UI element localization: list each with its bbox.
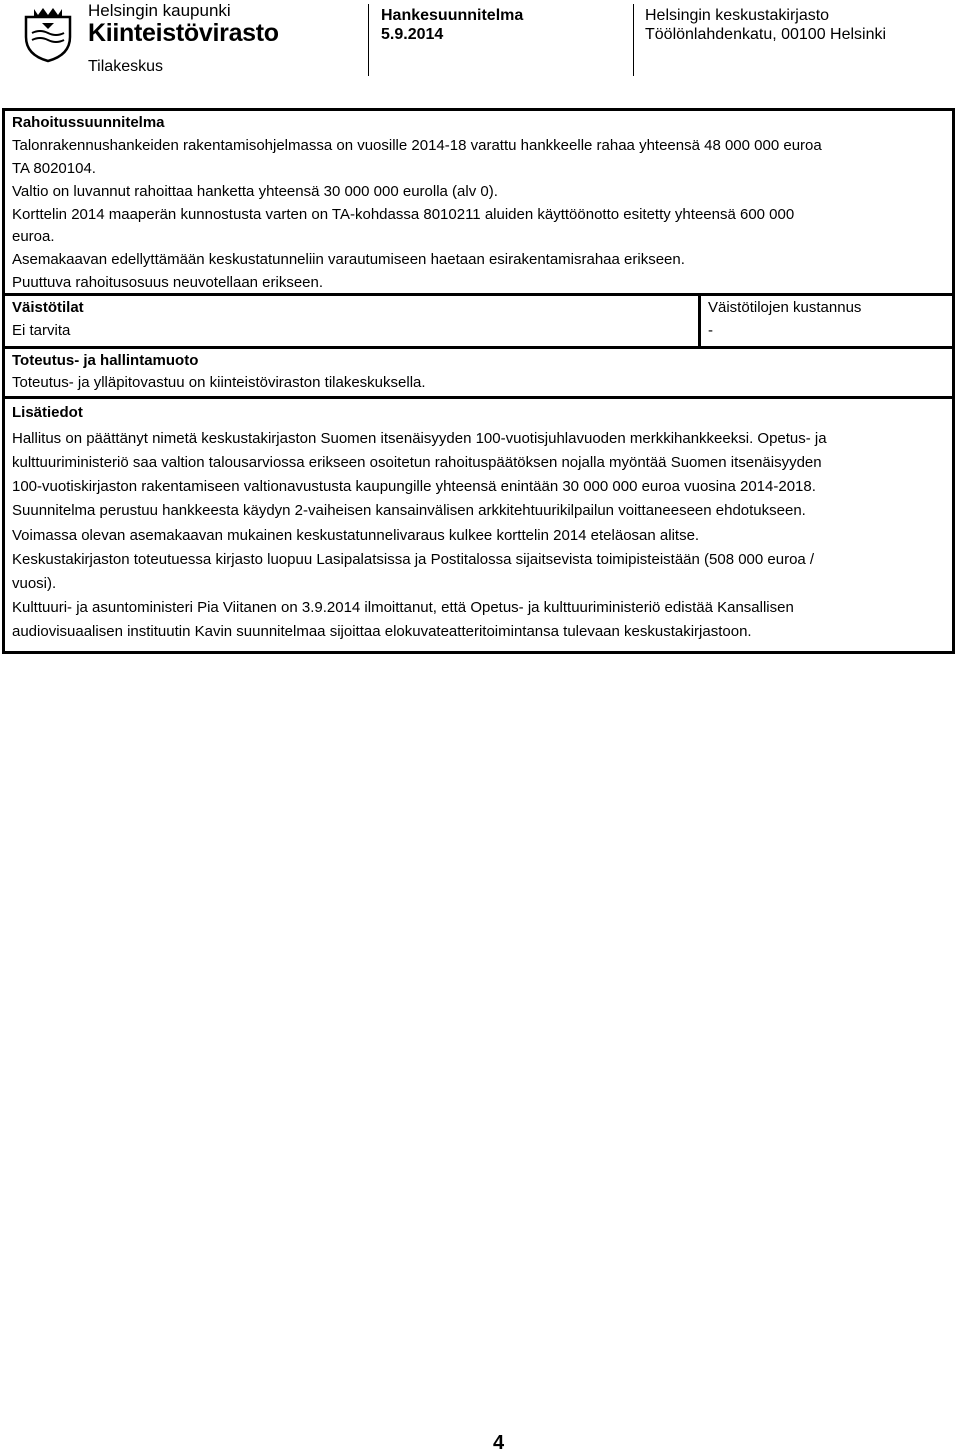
funding-heading: Rahoitussuunnitelma xyxy=(12,114,165,131)
funding-line: Puuttuva rahoitusosuus neuvotellaan erikseen. xyxy=(12,274,324,291)
funding-line: Asemakaavan edellyttämään keskustatunneliin varautumiseen haetaan esirakentamisrahaa erikseen. xyxy=(12,251,685,268)
additional-heading: Lisätiedot xyxy=(12,404,83,421)
helsinki-crest-icon xyxy=(22,5,74,63)
document-type: Hankesuunnitelma xyxy=(381,7,524,24)
additional-line: 100-vuotiskirjaston rakentamiseen valtionavustusta kaupungille yhteensä enintään 30 000 000 euroa vuosina 2014-2018. xyxy=(12,478,816,495)
additional-line: Keskustakirjaston toteutuessa kirjasto luopuu Lasipalatsissa ja Postitalossa sijaitsevista toimipisteistään (508 000 euroa / xyxy=(12,551,815,568)
office-name: Kiinteistövirasto xyxy=(88,19,279,47)
additional-line: Kulttuuri- ja asuntoministeri Pia Viitanen on 3.9.2014 ilmoittanut, että Opetus- ja kulttuuriministeriö edistää Kansallisen xyxy=(12,599,794,616)
funding-line: euroa. xyxy=(12,228,55,245)
additional-line: audiovisuaalisen instituutin Kavin suunnitelmaa sijoittaa elokuvateatteritoimintansa tulevaan keskustakirjastoon. xyxy=(12,623,752,640)
additional-line: Suunnitelma perustuu hankkeesta käydyn 2-vaiheisen kansainvälisen arkkitehtuurikilpailun voittaneeseen ehdotukseen. xyxy=(12,502,806,519)
column-divider xyxy=(698,293,701,349)
additional-line: Voimassa olevan asemakaavan mukainen keskustatunnelivaraus kulkee korttelin 2014 eteläosan alitse. xyxy=(12,527,700,544)
additional-line: vuosi). xyxy=(12,575,57,592)
evacuation-cost-value: - xyxy=(708,322,713,339)
evacuation-heading: Väistötilat xyxy=(12,299,84,316)
header-divider xyxy=(633,4,634,76)
document-date: 5.9.2014 xyxy=(381,26,444,43)
additional-line: kulttuuriministeriö saa valtion talousarviossa erikseen osoitetun rahoituspäätöksen nojalla myöntää Suomen itsenäisyyden xyxy=(12,454,822,471)
header-divider xyxy=(368,4,369,76)
funding-line: TA 8020104. xyxy=(12,160,96,177)
implementation-text: Toteutus- ja ylläpitovastuu on kiinteistöviraston tilakeskuksella. xyxy=(12,374,426,391)
page-header xyxy=(0,0,960,96)
evacuation-cost-label: Väistötilojen kustannus xyxy=(708,299,862,316)
funding-line: Talonrakennushankeiden rakentamisohjelmassa on vuosille 2014-18 varattu hankkeelle rahaa yhteensä 48 000 000 euroa xyxy=(12,137,822,154)
evacuation-value: Ei tarvita xyxy=(12,322,71,339)
project-address: Töölönlahdenkatu, 00100 Helsinki xyxy=(645,26,887,43)
funding-line: Korttelin 2014 maaperän kunnostusta varten on TA-kohdassa 8010211 aluiden käyttöönotto esitetty yhteensä 600 000 xyxy=(12,206,795,223)
project-name: Helsingin keskustakirjasto xyxy=(645,7,830,24)
unit-name: Tilakeskus xyxy=(88,58,163,75)
city-name: Helsingin kaupunki xyxy=(88,1,231,20)
funding-line: Valtio on luvannut rahoittaa hanketta yhteensä 30 000 000 eurolla (alv 0). xyxy=(12,183,498,200)
row-divider xyxy=(2,396,955,399)
additional-line: Hallitus on päättänyt nimetä keskustakirjaston Suomen itsenäisyyden 100-vuotisjuhlavuoden merkkihankkeeksi. Opetus- ja xyxy=(12,430,827,447)
page-number: 4 xyxy=(493,1432,505,1454)
implementation-heading: Toteutus- ja hallintamuoto xyxy=(12,352,199,369)
